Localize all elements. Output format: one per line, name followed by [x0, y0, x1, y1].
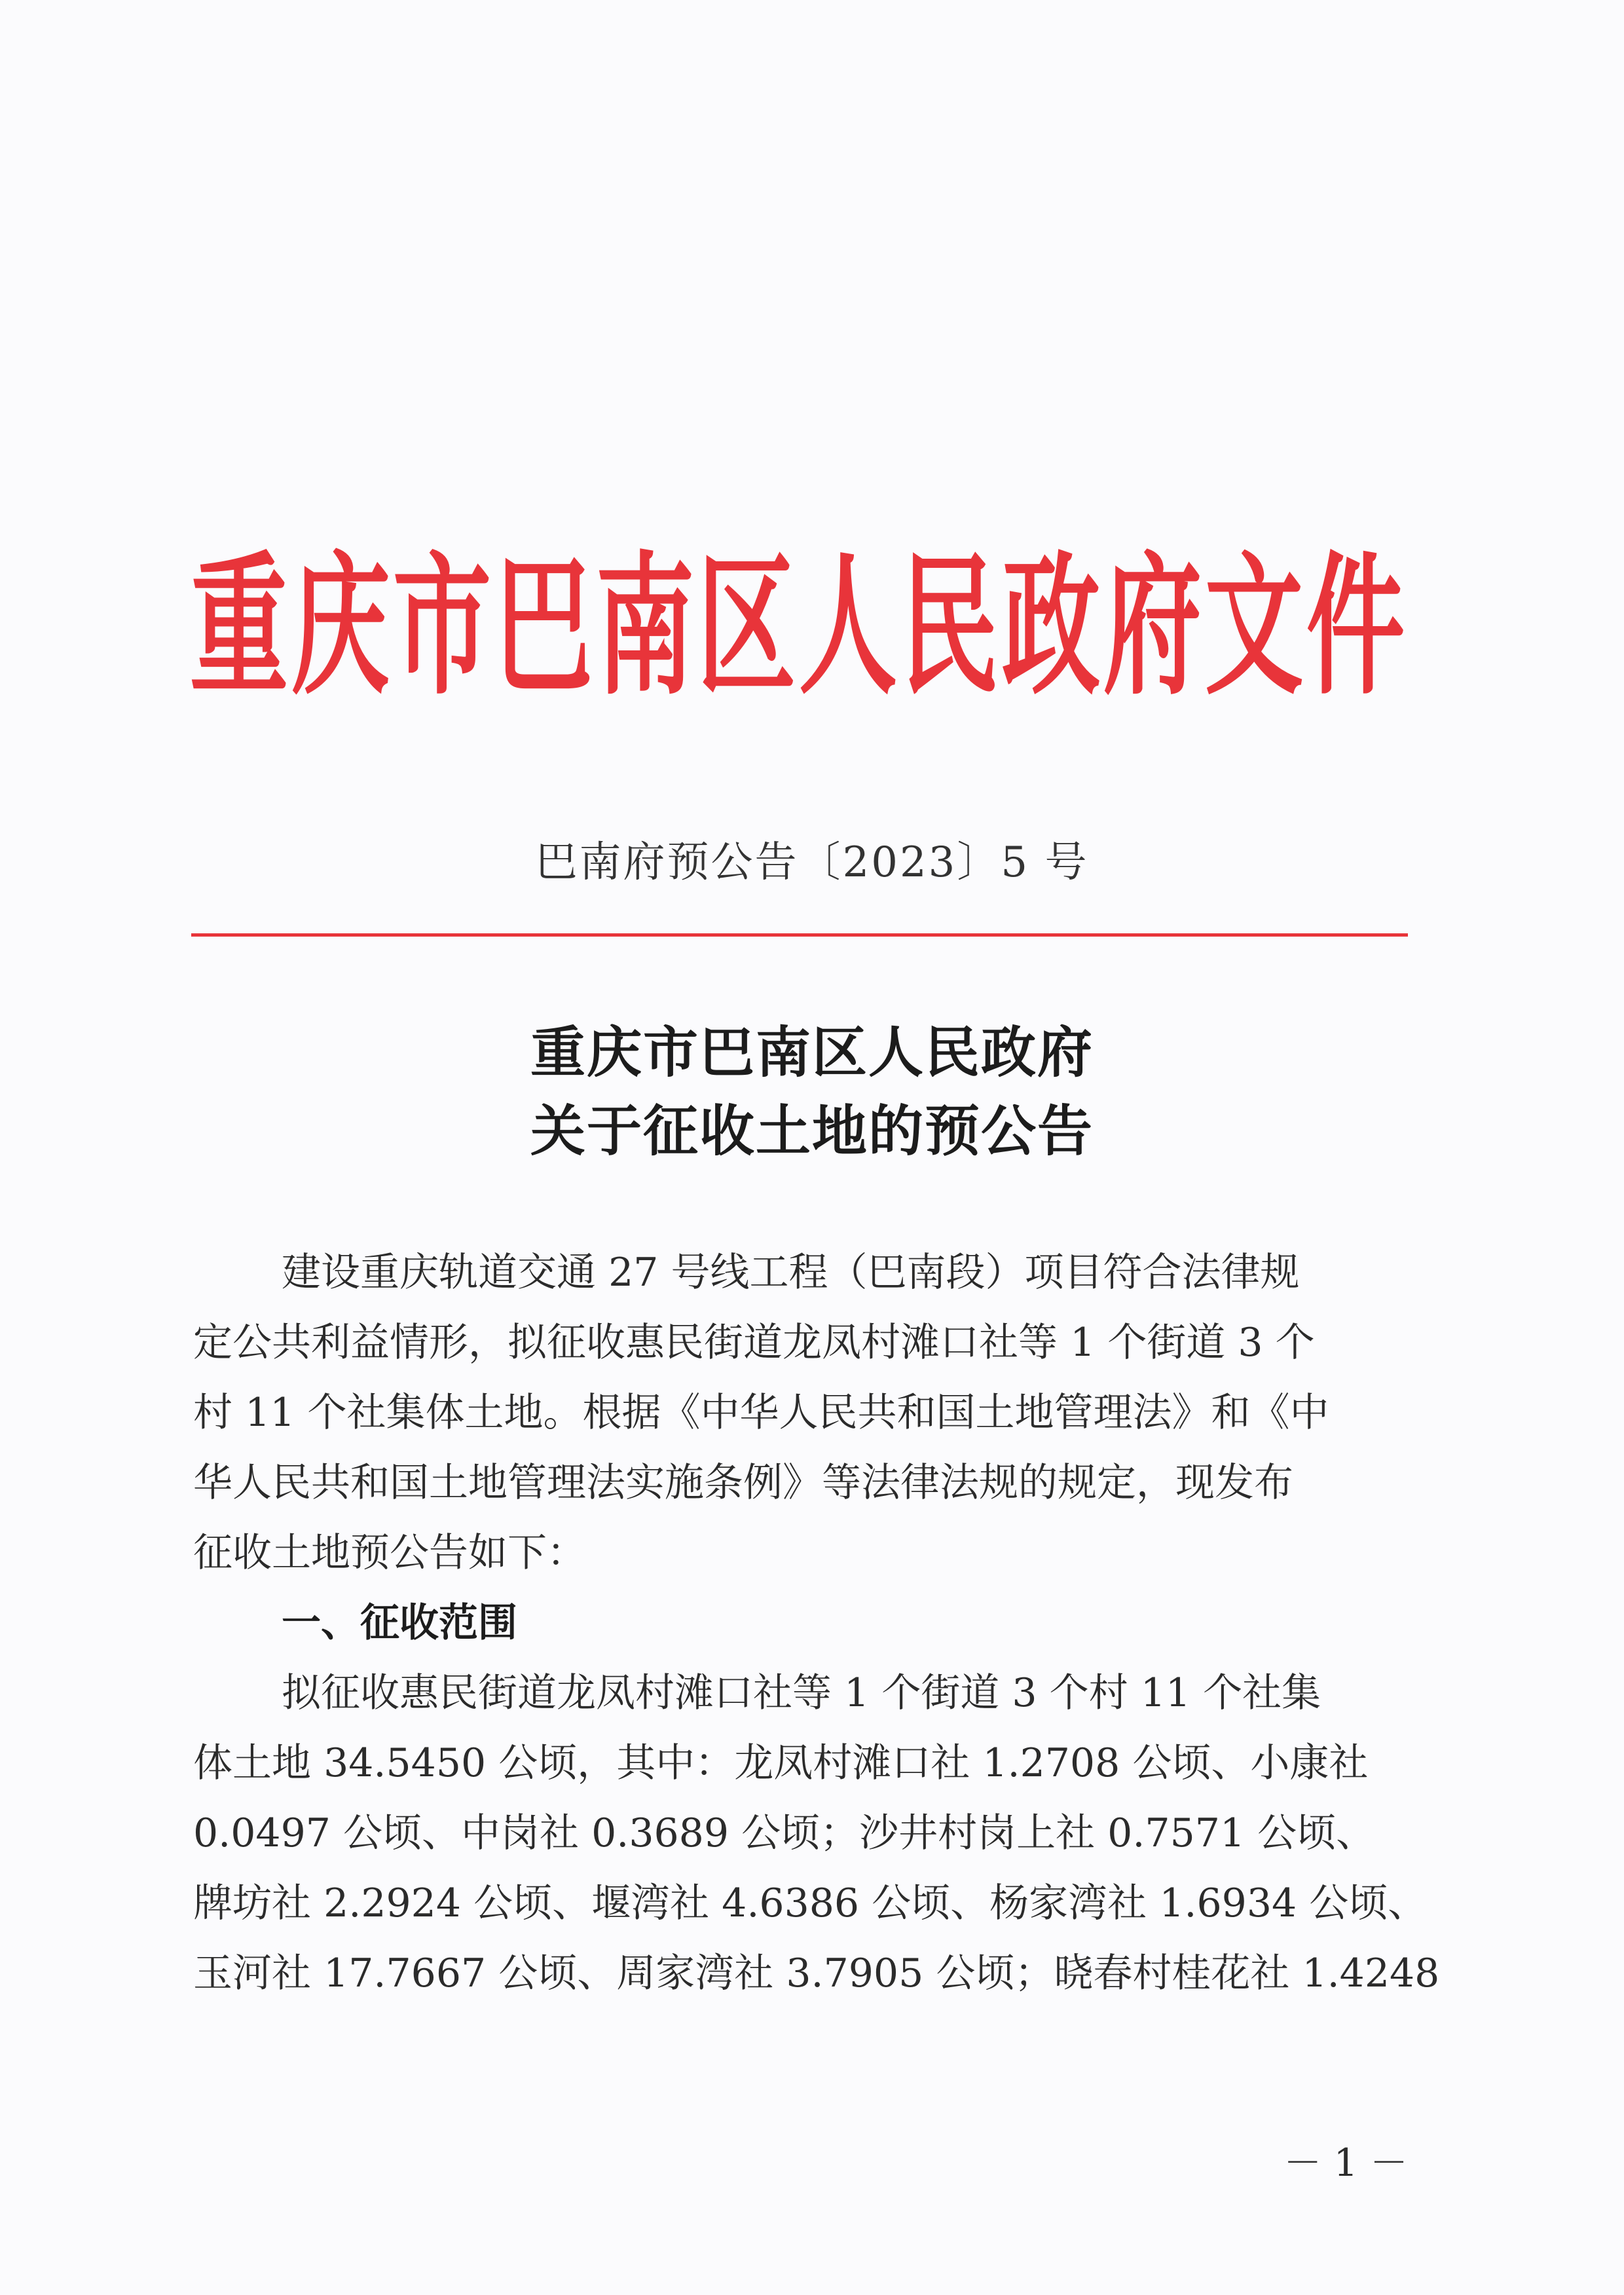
section-line: 拟征收惠民街道龙凤村滩口社等 1 个街道 3 个村 11 个社集	[282, 1670, 1321, 1716]
page-number: － 1 －	[1283, 2140, 1408, 2185]
section-line: 玉河社 17.7667 公顷、周家湾社 3.7905 公顷；晓春村桂花社 1.4248	[193, 1950, 1440, 1996]
document-number: 巴南府预公告〔2023〕5 号	[535, 838, 1089, 887]
intro-line: 征收土地预公告如下：	[193, 1530, 586, 1576]
red-divider	[191, 933, 1408, 937]
section-heading: 一、征收范围	[282, 1600, 517, 1646]
intro-line: 华人民共和国土地管理法实施条例》等法律法规的规定，现发布	[193, 1460, 1293, 1506]
section-line: 0.0497 公顷、中岗社 0.3689 公顷；沙井村岗上社 0.7571 公顷、	[193, 1810, 1376, 1856]
intro-line: 建设重庆轨道交通 27 号线工程（巴南段）项目符合法律规	[282, 1250, 1300, 1296]
intro-line: 定公共利益情形，拟征收惠民街道龙凤村滩口社等 1 个街道 3 个	[193, 1320, 1315, 1366]
section-line: 牌坊社 2.2924 公顷、堰湾社 4.6386 公顷、杨家湾社 1.6934 公顷、	[193, 1880, 1428, 1926]
intro-line: 村 11 个社集体土地。根据《中华人民共和国土地管理法》和《中	[193, 1390, 1329, 1436]
page-title-line-1: 重庆市巴南区人民政府	[530, 1020, 1094, 1085]
issuer-header: 重庆市巴南区人民政府文件	[190, 539, 1409, 716]
section-line: 体土地 34.5450 公顷，其中：龙凤村滩口社 1.2708 公顷、小康社	[193, 1740, 1369, 1786]
page-title-line-2: 关于征收土地的预公告	[530, 1099, 1094, 1163]
